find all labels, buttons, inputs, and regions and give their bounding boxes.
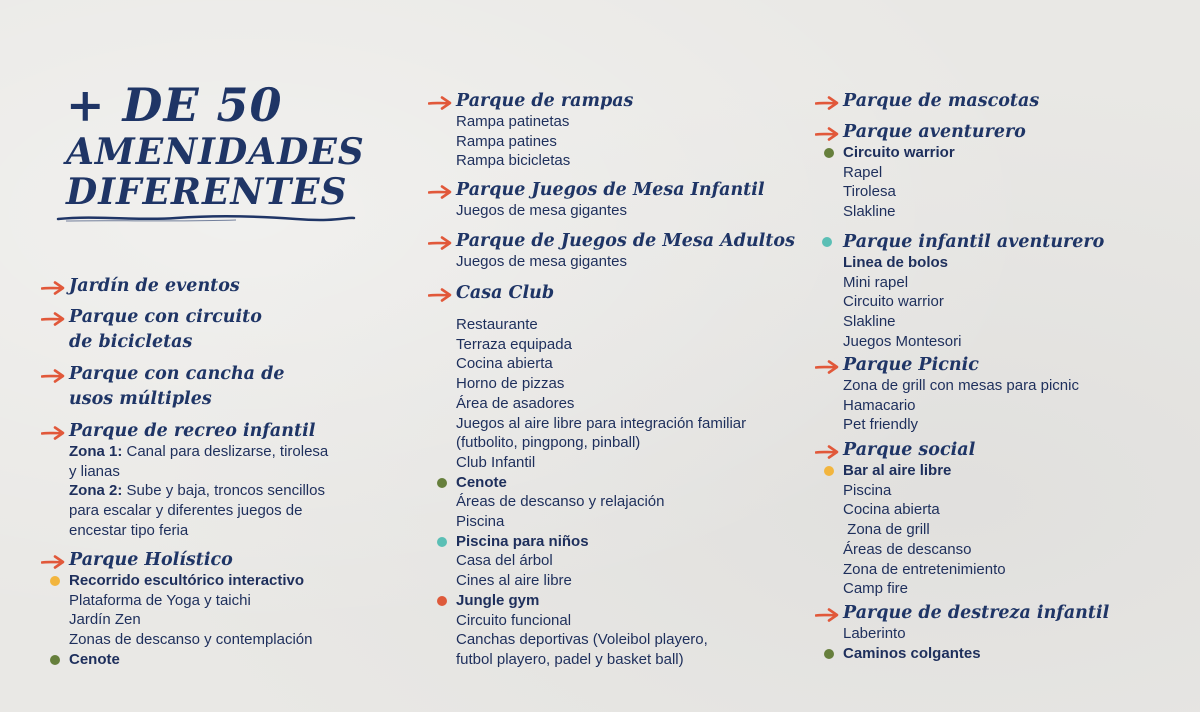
list-item: Slakline (843, 313, 896, 331)
section-title: Jardín de eventos (69, 275, 240, 297)
list-item: Cenote (456, 473, 746, 493)
section-aventurero (843, 121, 1026, 222)
section-title: Casa Club (456, 282, 746, 304)
title-line-3: DIFERENTES (66, 171, 348, 213)
section-social (843, 439, 1006, 599)
title-underline (56, 212, 356, 224)
list-item: Rapel (843, 163, 883, 181)
section-recreo-infantil (69, 420, 328, 541)
section-title: Parque con circuito (69, 306, 262, 328)
list-item: Terraza equipada (456, 335, 572, 353)
section-title-line-2: de bicicletas (69, 332, 193, 352)
list-item: Casa del árbol (456, 552, 553, 570)
list-item: Plataforma de Yoga y taichi (69, 591, 251, 609)
arrow-icon (815, 606, 839, 620)
list-item: Rampa patinetas (456, 113, 570, 130)
dot-icon (824, 148, 834, 158)
section-title: Parque aventurero (843, 121, 1026, 143)
dot-icon (824, 466, 834, 476)
list-item: y lianas (69, 462, 120, 480)
list-item: Rampa bicicletas (456, 152, 571, 170)
title-line-2: AMENIDADES (66, 131, 365, 173)
list-item: Canchas deportivas (Voleibol playero, (456, 631, 708, 649)
section-title: Parque de Juegos de Mesa Adultos (456, 230, 795, 252)
dot-icon (50, 576, 60, 586)
section-title: Parque de recreo infantil (69, 420, 328, 442)
list-item: Cines al aire libre (456, 572, 572, 590)
list-item: Zona 1: Canal para deslizarse, tirolesa (69, 443, 329, 460)
section-circuito-bicicletas (69, 306, 262, 353)
list-item: Juegos al aire libre para integración familiar (456, 414, 747, 432)
dot-icon (824, 649, 834, 659)
section-title: Parque de rampas (456, 90, 633, 112)
section-title-line-2: usos múltiples (69, 389, 212, 409)
list-item: Área de asadores (456, 394, 575, 412)
list-item: futbol playero, padel y basket ball) (456, 650, 684, 668)
arrow-icon (815, 94, 839, 108)
list-item: Mini rapel (843, 273, 909, 291)
list-item: Restaurante (456, 316, 538, 333)
arrow-icon (815, 358, 839, 372)
section-title: Parque con cancha de (69, 363, 284, 385)
list-item: Linea de bolos (843, 254, 949, 271)
list-item: Zona de entretenimiento (843, 560, 1006, 578)
list-item: Hamacario (843, 396, 916, 414)
arrow-icon (428, 94, 452, 108)
list-item: para escalar y diferentes juegos de (69, 502, 303, 520)
section-title: Parque Juegos de Mesa Infantil (456, 179, 765, 201)
list-item: Jungle gym (456, 591, 746, 611)
section-infantil-aventurero (843, 231, 1104, 352)
section-destreza-infantil (843, 602, 1109, 663)
list-item: Camp fire (843, 580, 909, 598)
section-casa-club (456, 282, 746, 670)
list-item: Cocina abierta (456, 355, 553, 373)
list-item: Laberinto (843, 625, 906, 642)
list-item: Cenote (69, 650, 312, 670)
list-item: Cocina abierta (843, 501, 940, 519)
list-item: Circuito funcional (456, 611, 572, 629)
arrow-icon (428, 286, 452, 300)
title-line-1: + DE 50 (66, 78, 283, 132)
list-item: Zona de grill (843, 521, 930, 539)
section-cancha-usos-multiples (69, 363, 284, 410)
section-title: Parque Holístico (69, 549, 312, 571)
list-item: (futbolito, pingpong, pinball) (456, 434, 641, 452)
list-item: encestar tipo feria (69, 521, 189, 539)
list-item: Rampa patines (456, 132, 557, 150)
dot-icon (822, 237, 832, 247)
section-mascotas (843, 90, 1039, 112)
section-picnic (843, 354, 1079, 435)
section-mesa-adultos (456, 230, 795, 272)
list-item: Club Infantil (456, 453, 536, 471)
dot-icon (437, 596, 447, 606)
section-holistico (69, 549, 312, 670)
list-item: Horno de pizzas (456, 375, 565, 393)
list-item: Circuito warrior (843, 143, 1026, 163)
section-title: Parque de mascotas (843, 90, 1039, 112)
dot-icon (50, 655, 60, 665)
list-item: Slakline (843, 203, 896, 221)
list-item: Jardín Zen (69, 611, 141, 629)
section-title: Parque infantil aventurero (843, 231, 1104, 253)
section-rampas (456, 90, 633, 171)
list-item: Piscina (843, 481, 892, 499)
arrow-icon (815, 443, 839, 457)
list-item: Juegos de mesa gigantes (456, 202, 627, 219)
arrow-icon (428, 183, 452, 197)
section-mesa-infantil (456, 179, 765, 221)
list-item: Tirolesa (843, 183, 896, 201)
list-item: Zona 2: Sube y baja, troncos sencillos (69, 482, 325, 500)
list-item: Juegos de mesa gigantes (456, 253, 627, 270)
arrow-icon (41, 310, 65, 324)
list-item: Juegos Montesori (843, 332, 962, 350)
list-item: Piscina para niños (456, 532, 746, 552)
arrow-icon (41, 553, 65, 567)
dot-icon (437, 537, 447, 547)
section-title: Parque Picnic (843, 354, 1079, 376)
section-jardin-eventos (69, 275, 240, 297)
section-title: Parque de destreza infantil (843, 602, 1109, 624)
arrow-icon (428, 234, 452, 248)
arrow-icon (41, 424, 65, 438)
list-item: Piscina (456, 513, 505, 531)
list-item: Recorrido escultórico interactivo (69, 571, 312, 591)
list-item: Zonas de descanso y contemplación (69, 631, 313, 649)
list-item: Áreas de descanso (843, 540, 972, 558)
list-item: Caminos colgantes (843, 644, 1109, 664)
arrow-icon (41, 367, 65, 381)
list-item: Zona de grill con mesas para picnic (843, 377, 1079, 394)
list-item: Pet friendly (843, 416, 919, 434)
arrow-icon (41, 279, 65, 293)
arrow-icon (815, 125, 839, 139)
section-title: Parque social (843, 439, 1006, 461)
page-title (66, 78, 365, 213)
dot-icon (437, 478, 447, 488)
list-item: Bar al aire libre (843, 461, 1006, 481)
list-item: Circuito warrior (843, 293, 944, 311)
list-item: Áreas de descanso y relajación (456, 493, 665, 511)
